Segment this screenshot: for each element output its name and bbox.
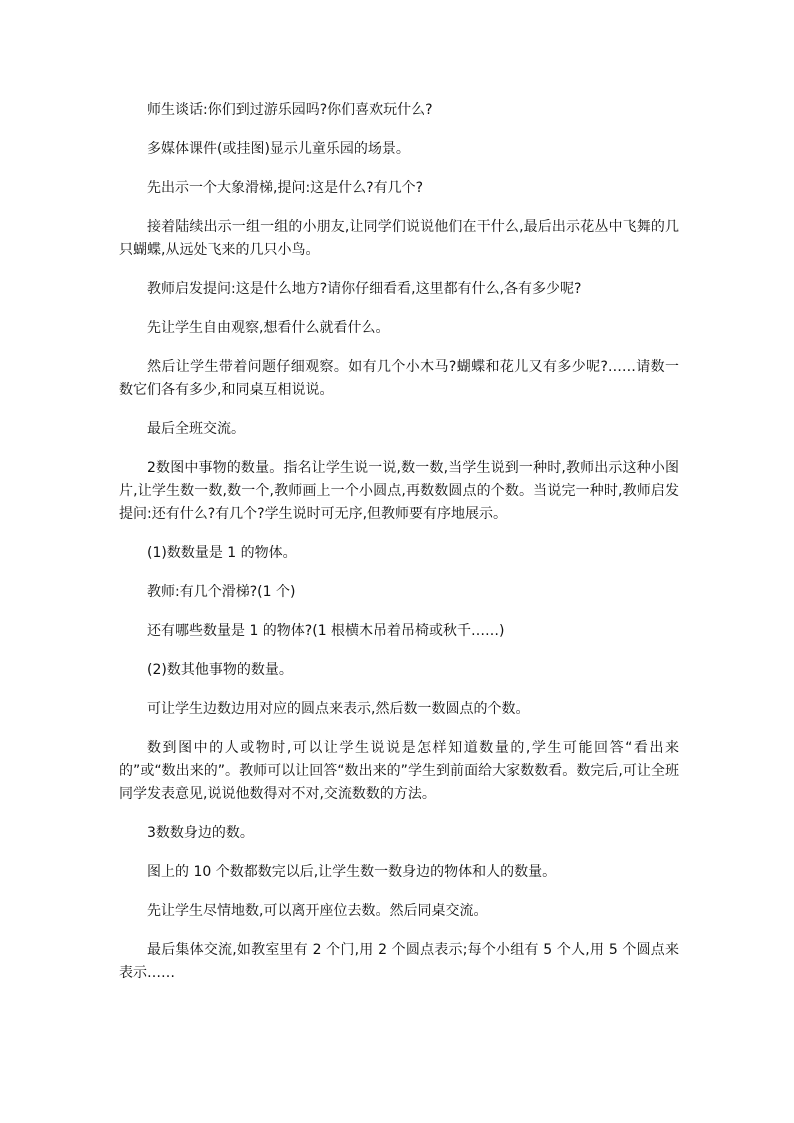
paragraph-other-one: 还有哪些数量是 1 的物体?(1 根横木吊着吊椅或秋千……) [147,623,505,639]
paragraph-dots: 可让学生边数边用对应的圆点来表示,然后数一数圆点的个数。 [147,701,530,717]
paragraph-multimedia: 多媒体课件(或挂图)显示儿童乐园的场景。 [147,141,410,157]
paragraph-elephant-slide: 先出示一个大象滑梯,提问:这是什么?有几个? [147,180,424,196]
paragraph-after-ten: 图上的 10 个数都数完以后,让学生数一数身边的物体和人的数量。 [147,864,557,880]
paragraph-intro-talk: 师生谈话:你们到过游乐园吗?你们喜欢玩什么? [147,102,433,118]
paragraph-freely-count: 先让学生尽情地数,可以离开座位去数。然后同桌交流。 [147,903,488,919]
paragraph-free-observe: 先让学生自由观察,想看什么就看什么。 [147,320,390,336]
paragraph-teacher-slide: 教师:有几个滑梯?(1 个) [147,584,296,600]
paragraph-count-other: (2)数其他事物的数量。 [147,662,293,678]
paragraph-careful-observe: 然后让学生带着问题仔细观察。如有几个小木马?蝴蝶和花儿又有多少呢?……请数一数它们各有多少,和同桌互相说说。 [119,359,679,398]
paragraph-class-exchange: 最后全班交流。 [147,421,245,437]
paragraph-section-2: 2数图中事物的数量。指名让学生说一说,数一数,当学生说到一种时,教师出示这种小图片,让学生数一数,数一个,教师画上一个小圆点,再数数圆点的个数。当说完一种时,教师启发提问:还有什么?有几个?学生说时可无序,但教师要有序地展示。 [119,460,679,522]
paragraph-section-3: 3数数身边的数。 [147,825,254,841]
paragraph-how-know: 数到图中的人或物时,可以让学生说说是怎样知道数量的,学生可能回答“看出来的”或“数出来的”。教师可以让回答“数出来的”学生到前面给大家数数看。数完后,可让全班同学发表意见,说说他数得对不对,交流数数的方法。 [119,740,679,802]
paragraph-collective: 最后集体交流,如教室里有 2 个门,用 2 个圆点表示;每个小组有 5 个人,用 5 个圆点来表示…… [119,942,679,981]
paragraph-show-groups: 接着陆续出示一组一组的小朋友,让同学们说说他们在干什么,最后出示花丛中飞舞的几只蝴蝶,从远处飞来的几只小鸟。 [119,219,679,258]
paragraph-teacher-question: 教师启发提问:这是什么地方?请你仔细看看,这里都有什么,各有多少呢? [147,281,582,297]
document-body [119,99,679,1001]
paragraph-count-one: (1)数数量是 1 的物体。 [147,545,297,561]
